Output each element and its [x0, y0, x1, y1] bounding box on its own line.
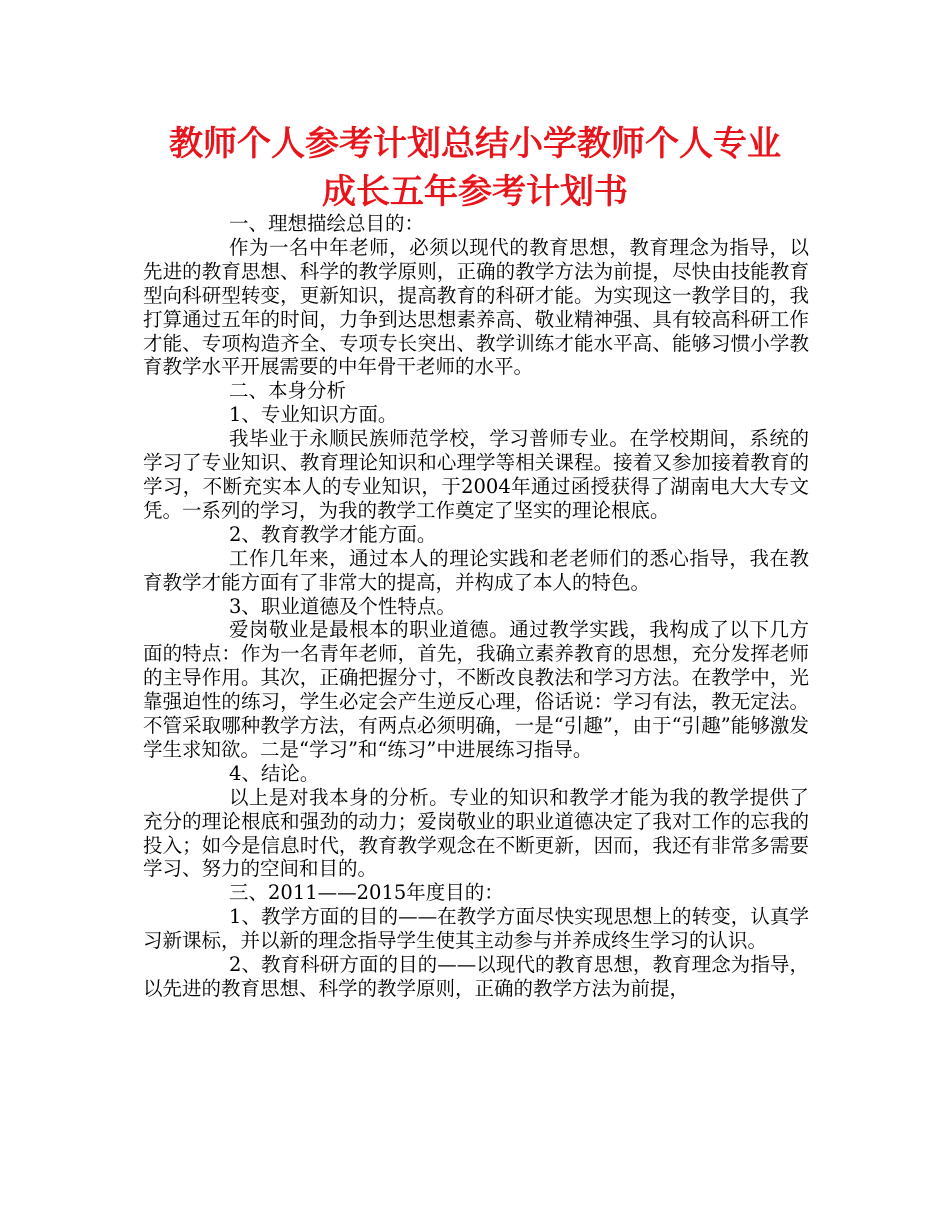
- paragraph: 1、教学方面的目的——在教学方面尽快实现思想上的转变，认真学习新课标，并以新的理念指导学生使其主动参与并养成终生学习的认识。: [143, 905, 809, 953]
- subsection-heading: 1、专业知识方面。: [229, 403, 398, 427]
- subsection-heading: 3、职业道德及个性特点。: [229, 594, 456, 618]
- document-body: [143, 212, 809, 1001]
- document-title-line-1: 教师个人参考计划总结小学教师个人专业: [169, 124, 781, 164]
- paragraph: 以上是对我本身的分析。专业的知识和教学才能为我的教学提供了充分的理论根底和强劲的动力；爱岗敬业的职业道德决定了我对工作的忘我的投入；如今是信息时代，教育教学观念在不断更新，因而，我还有非常多需要学习、努力的空间和目的。: [143, 785, 809, 881]
- subsection-heading: 4、结论。: [229, 761, 320, 785]
- section-heading-annual-goals: 三、2011——2015年度目的：: [229, 881, 504, 905]
- paragraph: 我毕业于永顺民族师范学校，学习普师专业。在学校期间，系统的学习了专业知识、教育理论知识和心理学等相关课程。接着又参加接着教育的学习，不断充实本人的专业知识，于2004年通过函授获得了湖南电大大专文凭。一系列的学习，为我的教学工作奠定了坚实的理论根底。: [143, 427, 809, 522]
- subsection-heading: 2、教育教学才能方面。: [229, 522, 437, 546]
- paragraph: 工作几年来，通过本人的理论实践和老老师们的悉心指导，我在教育教学才能方面有了非常大的提高，并构成了本人的特色。: [143, 546, 809, 594]
- paragraph: 爱岗敬业是最根本的职业道德。通过教学实践，我构成了以下几方面的特点：作为一名青年老师，首先，我确立素养教育的思想，充分发挥老师的主导作用。其次，正确把握分寸，不断改良教法和学习方法。在教学中，光靠强迫性的练习，学生必定会产生逆反心理，俗话说：学习有法，教无定法。不管采取哪种教学方法，有两点必须明确，一是“引趣”，由于“引趣”能够激发学生求知欲。二是“学习”和“练习”中进展练习指导。: [143, 618, 809, 761]
- paragraph: 作为一名中年老师，必须以现代的教育思想，教育理念为指导，以先进的教育思想、科学的教学原则，正确的教学方法为前提，尽快由技能教育型向科研型转变，更新知识，提高教育的科研才能。为实现这一教学目的，我打算通过五年的时间，力争到达思想素养高、敬业精神强、具有较高科研工作才能、专项构造齐全、专项专长突出、教学训练才能水平高、能够习惯小学教育教学水平开展需要的中年骨干老师的水平。: [143, 235, 809, 379]
- section-heading-analysis: 二、本身分析: [229, 379, 347, 403]
- section-heading-goal: 一、理想描绘总目的：: [229, 212, 425, 235]
- paragraph: 2、教育科研方面的目的——以现代的教育思想，教育理念为指导，以先进的教育思想、科学的教学原则，正确的教学方法为前提，: [143, 953, 809, 1000]
- document-title-line-2: 成长五年参考计划书: [322, 172, 628, 212]
